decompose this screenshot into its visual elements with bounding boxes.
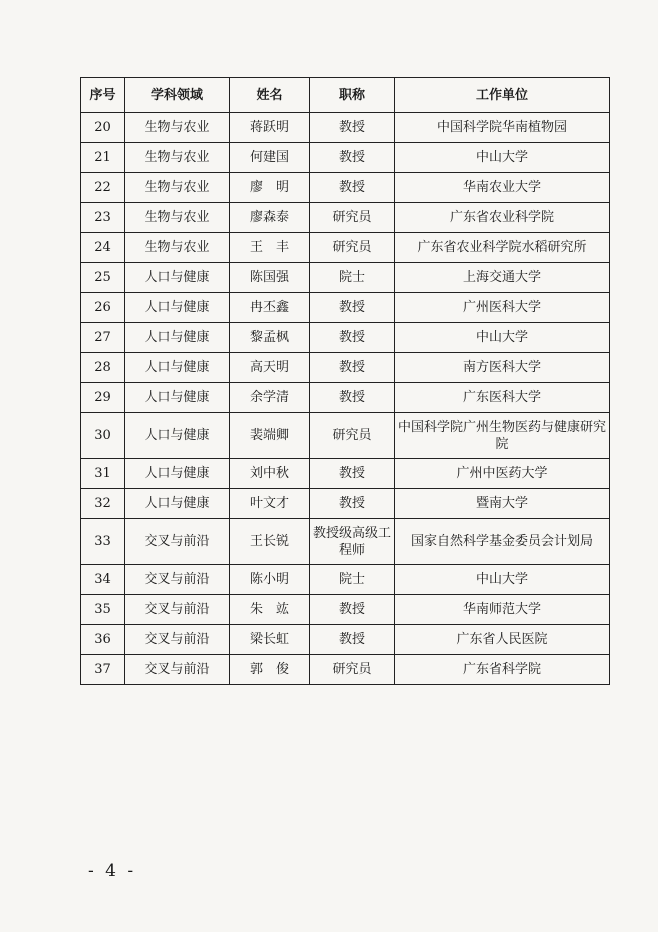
row-org: 南方医科大学 — [395, 353, 610, 383]
row-title: 教授 — [310, 595, 395, 625]
row-name: 高天明 — [230, 353, 310, 383]
table-row — [81, 595, 610, 625]
row-title: 教授 — [310, 625, 395, 655]
row-field: 交叉与前沿 — [125, 565, 230, 595]
row-number: 32 — [81, 489, 125, 519]
row-field: 生物与农业 — [125, 143, 230, 173]
row-title: 教授 — [310, 293, 395, 323]
table-row — [81, 625, 610, 655]
table-row — [81, 565, 610, 595]
row-name: 王长锐 — [230, 519, 310, 565]
row-org: 上海交通大学 — [395, 263, 610, 293]
header-title: 职称 — [310, 78, 395, 113]
row-org: 广东省科学院 — [395, 655, 610, 685]
row-org: 广东省人民医院 — [395, 625, 610, 655]
row-number: 35 — [81, 595, 125, 625]
row-org: 暨南大学 — [395, 489, 610, 519]
row-org: 广东省农业科学院水稻研究所 — [395, 233, 610, 263]
row-name: 刘中秋 — [230, 459, 310, 489]
row-number: 34 — [81, 565, 125, 595]
page-number: - 4 - — [88, 861, 137, 881]
row-org: 中山大学 — [395, 323, 610, 353]
table-row — [81, 263, 610, 293]
table-row — [81, 413, 610, 459]
row-title: 教授 — [310, 459, 395, 489]
row-number: 29 — [81, 383, 125, 413]
row-org: 广州医科大学 — [395, 293, 610, 323]
row-org: 广东省农业科学院 — [395, 203, 610, 233]
row-title: 教授 — [310, 383, 395, 413]
row-field: 交叉与前沿 — [125, 655, 230, 685]
row-field: 生物与农业 — [125, 233, 230, 263]
table-row — [81, 519, 610, 565]
row-title: 研究员 — [310, 233, 395, 263]
row-field: 人口与健康 — [125, 353, 230, 383]
row-org: 中国科学院华南植物园 — [395, 113, 610, 143]
table-row — [81, 233, 610, 263]
table-row — [81, 459, 610, 489]
row-field: 人口与健康 — [125, 323, 230, 353]
row-org: 广东医科大学 — [395, 383, 610, 413]
row-field: 生物与农业 — [125, 173, 230, 203]
row-name: 廖 明 — [230, 173, 310, 203]
row-field: 人口与健康 — [125, 413, 230, 459]
row-number: 26 — [81, 293, 125, 323]
row-number: 21 — [81, 143, 125, 173]
row-field: 生物与农业 — [125, 113, 230, 143]
row-number: 22 — [81, 173, 125, 203]
table-row — [81, 173, 610, 203]
row-name: 何建国 — [230, 143, 310, 173]
table-row — [81, 383, 610, 413]
row-title: 教授 — [310, 113, 395, 143]
expert-list-table — [80, 77, 610, 685]
row-name: 蒋跃明 — [230, 113, 310, 143]
table-row — [81, 489, 610, 519]
row-org: 国家自然科学基金委员会计划局 — [395, 519, 610, 565]
row-name: 郭 俊 — [230, 655, 310, 685]
row-title: 教授 — [310, 353, 395, 383]
header-number: 序号 — [81, 78, 125, 113]
table-row — [81, 293, 610, 323]
row-field: 交叉与前沿 — [125, 625, 230, 655]
row-field: 人口与健康 — [125, 489, 230, 519]
row-number: 36 — [81, 625, 125, 655]
row-org: 中山大学 — [395, 565, 610, 595]
row-org: 华南师范大学 — [395, 595, 610, 625]
row-number: 31 — [81, 459, 125, 489]
row-title: 院士 — [310, 263, 395, 293]
header-field: 学科领域 — [125, 78, 230, 113]
row-name: 陈国强 — [230, 263, 310, 293]
row-number: 37 — [81, 655, 125, 685]
table-row — [81, 655, 610, 685]
row-name: 陈小明 — [230, 565, 310, 595]
row-title: 教授 — [310, 489, 395, 519]
row-org: 中山大学 — [395, 143, 610, 173]
table-header-row — [81, 78, 610, 113]
row-title: 研究员 — [310, 203, 395, 233]
row-title: 教授 — [310, 173, 395, 203]
row-field: 人口与健康 — [125, 263, 230, 293]
row-number: 33 — [81, 519, 125, 565]
table-row — [81, 203, 610, 233]
row-field: 人口与健康 — [125, 293, 230, 323]
header-name: 姓名 — [230, 78, 310, 113]
table-row — [81, 143, 610, 173]
row-field: 人口与健康 — [125, 383, 230, 413]
row-name: 黎孟枫 — [230, 323, 310, 353]
row-name: 冉丕鑫 — [230, 293, 310, 323]
row-name: 朱 竑 — [230, 595, 310, 625]
row-number: 28 — [81, 353, 125, 383]
row-number: 20 — [81, 113, 125, 143]
row-org: 广州中医药大学 — [395, 459, 610, 489]
row-name: 廖森泰 — [230, 203, 310, 233]
row-name: 梁长虹 — [230, 625, 310, 655]
header-org: 工作单位 — [395, 78, 610, 113]
row-field: 生物与农业 — [125, 203, 230, 233]
row-title: 研究员 — [310, 655, 395, 685]
table-row — [81, 113, 610, 143]
row-org: 中国科学院广州生物医药与健康研究院 — [395, 413, 610, 459]
row-number: 23 — [81, 203, 125, 233]
row-title: 教授级高级工程师 — [310, 519, 395, 565]
row-field: 人口与健康 — [125, 459, 230, 489]
table-row — [81, 353, 610, 383]
row-name: 余学清 — [230, 383, 310, 413]
row-number: 24 — [81, 233, 125, 263]
row-number: 25 — [81, 263, 125, 293]
row-number: 27 — [81, 323, 125, 353]
row-title: 研究员 — [310, 413, 395, 459]
row-name: 叶文才 — [230, 489, 310, 519]
row-field: 交叉与前沿 — [125, 595, 230, 625]
row-title: 院士 — [310, 565, 395, 595]
table-row — [81, 323, 610, 353]
row-org: 华南农业大学 — [395, 173, 610, 203]
row-title: 教授 — [310, 143, 395, 173]
row-name: 裴端卿 — [230, 413, 310, 459]
row-number: 30 — [81, 413, 125, 459]
row-title: 教授 — [310, 323, 395, 353]
row-name: 王 丰 — [230, 233, 310, 263]
row-field: 交叉与前沿 — [125, 519, 230, 565]
